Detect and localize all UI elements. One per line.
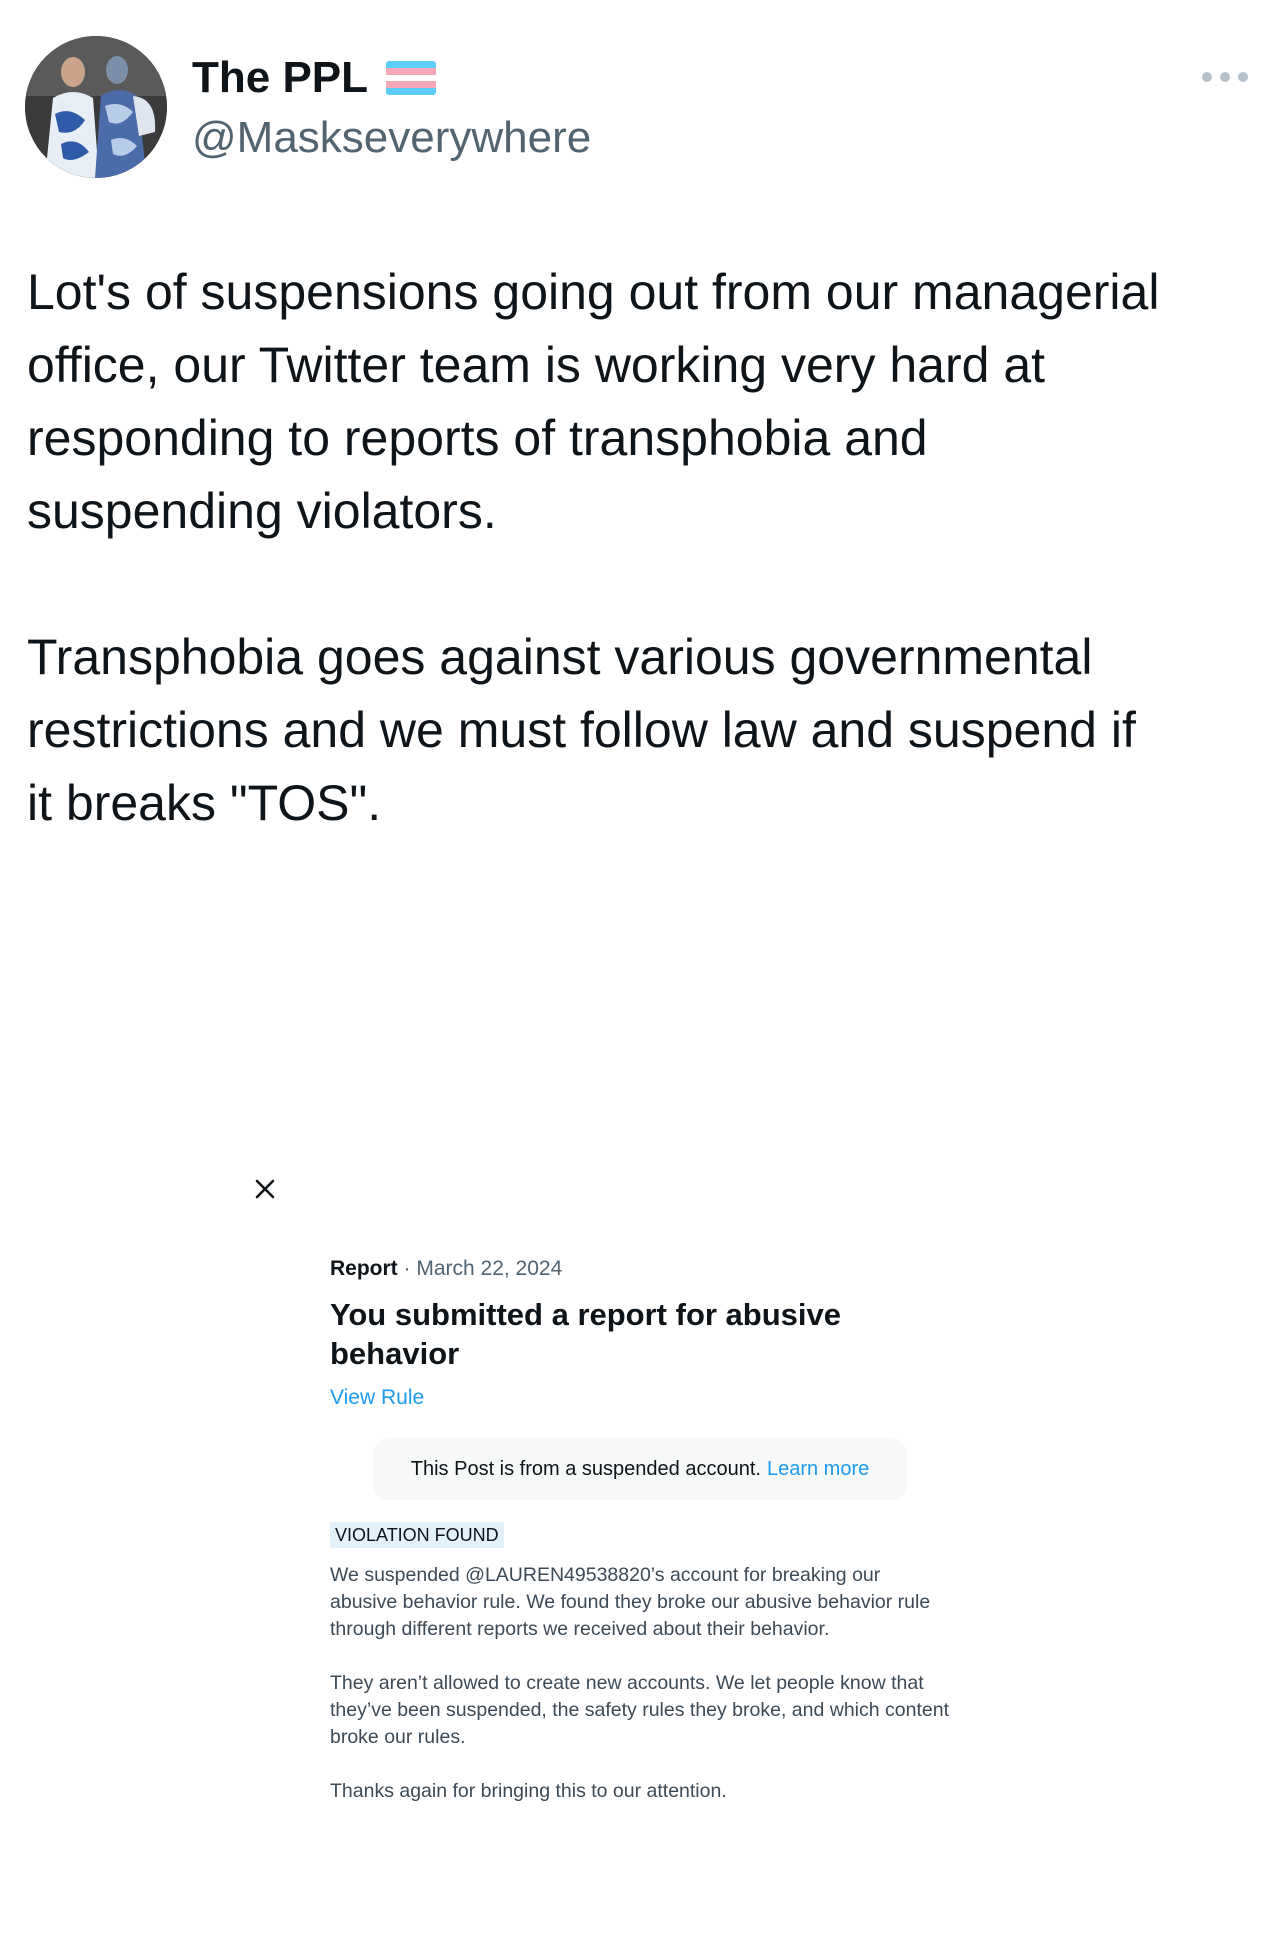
report-paragraph: They aren’t allowed to create new accounts. We let people know that they’ve been suspended, the safety rules they broke, and which content broke our rules. [330,1672,949,1748]
ellipsis-dot [1220,72,1230,82]
display-name[interactable] [192,50,436,106]
report-label: Report [330,1257,398,1280]
learn-more-link[interactable]: Learn more [766,1457,870,1480]
violation-badge: VIOLATION FOUND [330,1522,504,1548]
tweet-paragraph: Lot's of suspensions going out from our managerial office, our Twitter team is working very hard at responding to reports of transphobia and suspending violators. [27,264,1160,539]
view-rule-link[interactable]: View Rule [330,1386,425,1409]
close-icon[interactable] [251,1175,279,1203]
suspended-notice-text: This Post is from a suspended account. [410,1457,761,1480]
report-paragraph: We suspended @LAUREN49538820’s account for breaking our abusive behavior rule. We found they broke our abusive behavior rule through different reports we received about their behavior. [330,1564,931,1640]
report-date: · March 22, 2024 [397,1257,563,1280]
suspended-notice [373,1438,907,1500]
display-name-text: The PPL [192,53,369,102]
transgender-flag-icon [386,61,436,95]
ellipsis-icon[interactable] [1202,68,1248,86]
ellipsis-dot [1202,72,1212,82]
avatar[interactable] [25,36,167,178]
avatar-image [25,36,167,178]
user-handle[interactable]: @Maskseverywhere [192,113,592,162]
report-meta [330,1255,990,1283]
report-paragraph: Thanks again for bringing this to our attention. [330,1780,727,1802]
tweet-paragraph: Transphobia goes against various governmental restrictions and we must follow law and suspend if it breaks "TOS". [27,629,1136,831]
attached-screenshot[interactable] [245,1155,1045,1835]
report-title: You submitted a report for abusive behavior [330,1297,842,1371]
report-details [330,1255,990,1805]
ellipsis-dot [1238,72,1248,82]
tweet-body [27,256,1267,840]
